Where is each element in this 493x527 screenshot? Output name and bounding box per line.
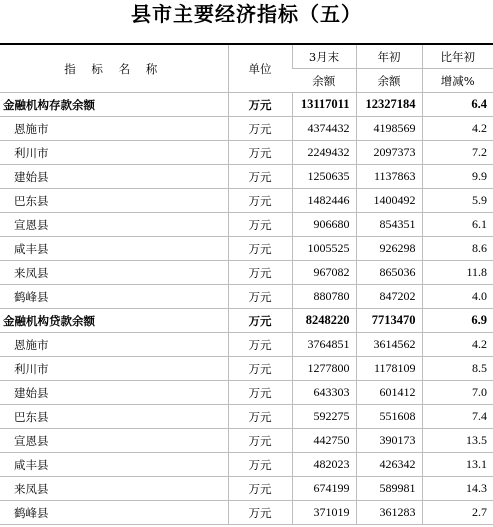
row-name-cell: 巴东县 (0, 405, 228, 429)
row-start-cell: 2097373 (356, 141, 422, 165)
row-change-cell: 7.0 (422, 381, 493, 405)
row-unit-cell: 万元 (228, 501, 292, 525)
row-name-cell: 来凤县 (0, 477, 228, 501)
row-current-cell: 643303 (292, 381, 356, 405)
row-unit-cell: 万元 (228, 381, 292, 405)
row-change-cell: 7.4 (422, 405, 493, 429)
table-row (0, 117, 493, 141)
row-start-cell: 7713470 (356, 309, 422, 333)
row-name-cell: 来凤县 (0, 261, 228, 285)
row-change-cell: 7.2 (422, 141, 493, 165)
row-unit-cell: 万元 (228, 237, 292, 261)
summary-row (0, 309, 493, 333)
table-row (0, 357, 493, 381)
row-name-cell: 宣恩县 (0, 429, 228, 453)
table-row (0, 333, 493, 357)
row-unit-cell: 万元 (228, 261, 292, 285)
table-row (0, 165, 493, 189)
table-row (0, 429, 493, 453)
row-change-cell: 4.2 (422, 117, 493, 141)
header-unit: 单位 (228, 44, 292, 93)
row-start-cell: 390173 (356, 429, 422, 453)
row-change-cell: 5.9 (422, 189, 493, 213)
table-row (0, 213, 493, 237)
header-start-line1: 年初 (356, 44, 422, 69)
row-change-cell: 8.5 (422, 357, 493, 381)
row-current-cell: 8248220 (292, 309, 356, 333)
row-change-cell: 4.0 (422, 285, 493, 309)
row-change-cell: 6.9 (422, 309, 493, 333)
table-row (0, 261, 493, 285)
row-current-cell: 482023 (292, 453, 356, 477)
row-current-cell: 674199 (292, 477, 356, 501)
header-indicator: 指 标 名 称 (0, 44, 228, 93)
table-row (0, 477, 493, 501)
row-current-cell: 1277800 (292, 357, 356, 381)
table-row (0, 501, 493, 525)
row-unit-cell: 万元 (228, 141, 292, 165)
row-unit-cell: 万元 (228, 189, 292, 213)
row-name-cell: 咸丰县 (0, 453, 228, 477)
row-change-cell: 4.2 (422, 333, 493, 357)
row-current-cell: 371019 (292, 501, 356, 525)
row-start-cell: 1178109 (356, 357, 422, 381)
row-unit-cell: 万元 (228, 117, 292, 141)
row-start-cell: 589981 (356, 477, 422, 501)
row-change-cell: 13.1 (422, 453, 493, 477)
row-current-cell: 442750 (292, 429, 356, 453)
row-name-cell: 恩施市 (0, 333, 228, 357)
row-start-cell: 865036 (356, 261, 422, 285)
row-current-cell: 1250635 (292, 165, 356, 189)
table-row (0, 141, 493, 165)
row-change-cell: 9.9 (422, 165, 493, 189)
row-start-cell: 12327184 (356, 93, 422, 117)
row-unit-cell: 万元 (228, 477, 292, 501)
row-unit-cell: 万元 (228, 165, 292, 189)
row-start-cell: 4198569 (356, 117, 422, 141)
table-row (0, 405, 493, 429)
row-unit-cell: 万元 (228, 333, 292, 357)
row-change-cell: 2.7 (422, 501, 493, 525)
row-start-cell: 361283 (356, 501, 422, 525)
row-current-cell: 967082 (292, 261, 356, 285)
row-current-cell: 1005525 (292, 237, 356, 261)
header-change-line1: 比年初 (422, 44, 493, 69)
header-change-line2: 增减% (422, 69, 493, 93)
row-current-cell: 1482446 (292, 189, 356, 213)
row-name-cell: 金融机构贷款余额 (0, 309, 228, 333)
row-change-cell: 8.6 (422, 237, 493, 261)
row-name-cell: 建始县 (0, 165, 228, 189)
table-row (0, 237, 493, 261)
row-current-cell: 4374432 (292, 117, 356, 141)
row-unit-cell: 万元 (228, 213, 292, 237)
row-name-cell: 利川市 (0, 357, 228, 381)
header-start-line2: 余额 (356, 69, 422, 93)
row-start-cell: 551608 (356, 405, 422, 429)
row-change-cell: 6.4 (422, 93, 493, 117)
indicator-table (0, 43, 493, 525)
table-row (0, 189, 493, 213)
row-name-cell: 恩施市 (0, 117, 228, 141)
header-row-1 (0, 44, 493, 69)
row-change-cell: 13.5 (422, 429, 493, 453)
row-current-cell: 3764851 (292, 333, 356, 357)
row-name-cell: 鹤峰县 (0, 285, 228, 309)
row-name-cell: 鹤峰县 (0, 501, 228, 525)
table-row (0, 285, 493, 309)
row-name-cell: 建始县 (0, 381, 228, 405)
table-row (0, 381, 493, 405)
row-start-cell: 1137863 (356, 165, 422, 189)
summary-row (0, 93, 493, 117)
header-current-line2: 余额 (292, 69, 356, 93)
row-unit-cell: 万元 (228, 429, 292, 453)
row-current-cell: 880780 (292, 285, 356, 309)
row-name-cell: 宣恩县 (0, 213, 228, 237)
table-row (0, 453, 493, 477)
page-title: 县市主要经济指标（五） (131, 2, 362, 26)
row-start-cell: 847202 (356, 285, 422, 309)
row-current-cell: 2249432 (292, 141, 356, 165)
row-current-cell: 13117011 (292, 93, 356, 117)
row-change-cell: 11.8 (422, 261, 493, 285)
row-name-cell: 咸丰县 (0, 237, 228, 261)
row-start-cell: 1400492 (356, 189, 422, 213)
row-unit-cell: 万元 (228, 405, 292, 429)
row-current-cell: 906680 (292, 213, 356, 237)
row-name-cell: 利川市 (0, 141, 228, 165)
row-start-cell: 926298 (356, 237, 422, 261)
row-unit-cell: 万元 (228, 285, 292, 309)
row-name-cell: 巴东县 (0, 189, 228, 213)
row-unit-cell: 万元 (228, 309, 292, 333)
row-name-cell: 金融机构存款余额 (0, 93, 228, 117)
row-unit-cell: 万元 (228, 93, 292, 117)
row-change-cell: 14.3 (422, 477, 493, 501)
row-start-cell: 3614562 (356, 333, 422, 357)
header-current-line1: 3月末 (292, 44, 356, 69)
row-current-cell: 592275 (292, 405, 356, 429)
row-start-cell: 854351 (356, 213, 422, 237)
row-start-cell: 426342 (356, 453, 422, 477)
row-change-cell: 6.1 (422, 213, 493, 237)
row-unit-cell: 万元 (228, 453, 292, 477)
row-unit-cell: 万元 (228, 357, 292, 381)
row-start-cell: 601412 (356, 381, 422, 405)
